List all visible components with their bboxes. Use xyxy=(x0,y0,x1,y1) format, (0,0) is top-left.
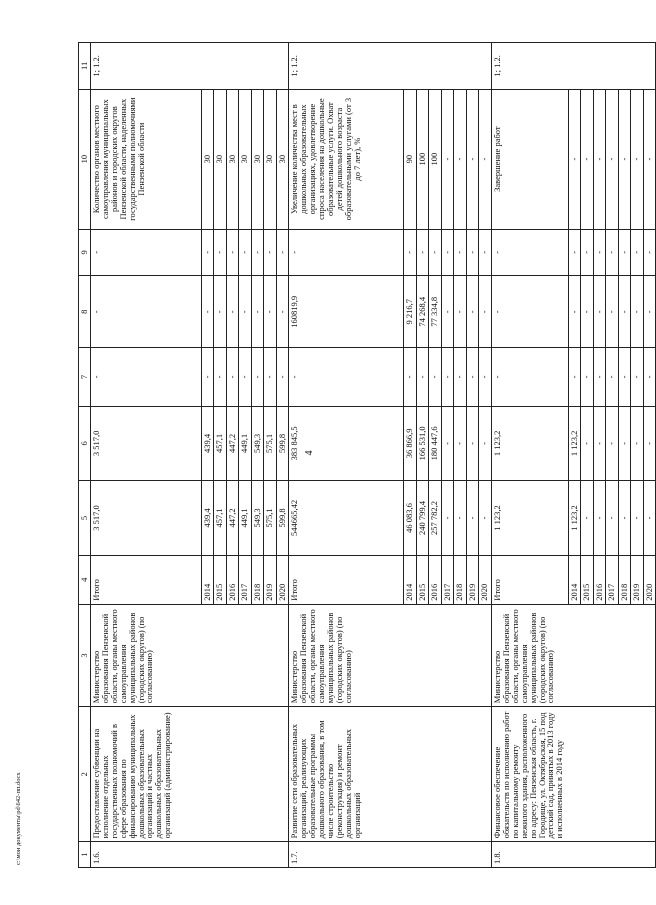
value-cell: - xyxy=(479,89,492,229)
year-cell: 2017 xyxy=(239,555,252,604)
value-cell: - xyxy=(618,276,631,348)
value-cell: - xyxy=(606,89,619,229)
year-cell: 2014 xyxy=(568,555,581,604)
total-value: - xyxy=(491,229,568,276)
total-value: 383 845,5 xyxy=(289,406,404,481)
value-cell: 549,3 xyxy=(251,481,264,556)
total-value: 160819,9 xyxy=(289,276,404,348)
indicator-text: Количество органов местного самоуправления муниципальных районов и городских округов Пензенской области, наделенных государственными полномочиями Пензенской области xyxy=(90,89,201,229)
year-cell: 2019 xyxy=(631,555,644,604)
value-cell: - xyxy=(251,276,264,348)
value-cell: 1 123,2 xyxy=(568,481,581,556)
value-cell: 30 xyxy=(276,89,289,229)
value-cell: 30 xyxy=(214,89,227,229)
year-cell: 2014 xyxy=(201,555,214,604)
value-cell: - xyxy=(631,276,644,348)
year-cell: 2017 xyxy=(606,555,619,604)
value-cell: - xyxy=(226,348,239,406)
header-cell: 10 xyxy=(79,89,91,229)
value-cell: 457,1 xyxy=(214,406,227,481)
header-cell: 3 xyxy=(79,604,91,707)
value-cell: - xyxy=(643,276,656,348)
value-cell: 77 334,8 xyxy=(429,276,442,348)
value-cell: - xyxy=(441,229,454,276)
header-row xyxy=(79,43,91,868)
value-cell: - xyxy=(454,481,467,556)
section-name: Развитие сети образовательных организаций, реализующих образовательные программы дошкольного образования, в том числе строительство (реконструкция) и ремонт дошкольных образовательных организаций xyxy=(289,707,492,842)
value-cell: 447,2 xyxy=(226,481,239,556)
footer-file-path: c:\мои документы\pd\642-пп.docx xyxy=(15,772,22,865)
value-cell: - xyxy=(264,276,277,348)
value-cell: - xyxy=(593,276,606,348)
value-cell: - xyxy=(201,276,214,348)
value-cell: - xyxy=(454,229,467,276)
value-cell: - xyxy=(479,276,492,348)
total-label: Итого xyxy=(289,555,404,604)
value-cell: - xyxy=(568,348,581,406)
value-cell: - xyxy=(606,276,619,348)
value-cell: - xyxy=(429,229,442,276)
value-cell: - xyxy=(429,348,442,406)
value-cell: - xyxy=(264,348,277,406)
value-cell: - xyxy=(479,348,492,406)
total-label: Итого xyxy=(491,555,568,604)
rotated-table-area xyxy=(78,42,654,868)
header-cell: 6 xyxy=(79,406,91,481)
total-value: 544665,42 xyxy=(289,481,404,556)
section-reference: 1; 1.2. xyxy=(491,43,656,90)
value-cell: 549,3 xyxy=(251,406,264,481)
value-cell: - xyxy=(581,406,594,481)
value-cell: 457,1 xyxy=(214,481,227,556)
section-number: 1.6. xyxy=(90,842,289,868)
header-cell: 1 xyxy=(79,842,91,868)
header-cell: 4 xyxy=(79,555,91,604)
year-cell: 2016 xyxy=(226,555,239,604)
value-cell: 449,1 xyxy=(239,481,252,556)
value-cell: - xyxy=(239,229,252,276)
value-cell: - xyxy=(618,229,631,276)
year-cell: 2020 xyxy=(643,555,656,604)
value-cell: - xyxy=(631,89,644,229)
total-value: - xyxy=(491,276,568,348)
total-value: - xyxy=(90,229,201,276)
value-cell: 100 xyxy=(416,89,429,229)
total-value: - xyxy=(289,348,404,406)
value-cell: - xyxy=(276,276,289,348)
header-cell: 2 xyxy=(79,707,91,842)
section-total-row xyxy=(289,43,404,868)
value-cell: - xyxy=(441,348,454,406)
value-cell: - xyxy=(251,229,264,276)
value-cell: 447,2 xyxy=(226,406,239,481)
value-cell: - xyxy=(479,406,492,481)
year-cell: 2017 xyxy=(441,555,454,604)
indicator-text: Увеличение количества мест в дошкольных образовательных организациях, удовлетворение спроса населения на дошкольные образовательные услуги. Охват детей дошкольного возраста образовательными услугами (от 3 до 7 лет), % xyxy=(289,89,404,229)
total-value: - xyxy=(491,348,568,406)
value-cell: - xyxy=(643,348,656,406)
section-total-row xyxy=(90,43,201,868)
value-cell: - xyxy=(618,406,631,481)
value-cell: - xyxy=(643,406,656,481)
value-cell: - xyxy=(441,406,454,481)
value-cell: - xyxy=(606,406,619,481)
value-cell: - xyxy=(214,229,227,276)
value-cell: - xyxy=(239,276,252,348)
value-cell: - xyxy=(276,229,289,276)
value-cell: - xyxy=(454,276,467,348)
value-cell: 599,8 xyxy=(276,406,289,481)
value-cell: - xyxy=(581,348,594,406)
value-cell: 575,1 xyxy=(264,481,277,556)
year-cell: 2018 xyxy=(618,555,631,604)
indicator-text: Завершение работ xyxy=(491,89,568,229)
value-cell: - xyxy=(643,481,656,556)
value-cell: - xyxy=(479,229,492,276)
value-cell: - xyxy=(276,348,289,406)
value-cell: - xyxy=(454,89,467,229)
value-cell: - xyxy=(479,481,492,556)
value-cell: - xyxy=(643,89,656,229)
section-reference: 1; 1.2. xyxy=(90,43,289,90)
value-cell: 74 268,4 xyxy=(416,276,429,348)
value-cell: - xyxy=(466,276,479,348)
value-cell: - xyxy=(631,481,644,556)
year-cell: 2019 xyxy=(264,555,277,604)
value-cell: - xyxy=(404,348,417,406)
value-cell: - xyxy=(466,406,479,481)
page-number: 4 xyxy=(304,450,315,456)
value-cell: 599,8 xyxy=(276,481,289,556)
section-name: Предоставление субвенции на исполнение отдельных государственных полномочий в сфере образования по финансированию муниципальных дошкольных образовательных организаций и частных дошкольных образовательных организаций (администрирование) xyxy=(90,707,289,842)
value-cell: - xyxy=(618,481,631,556)
value-cell: - xyxy=(214,348,227,406)
value-cell: - xyxy=(568,89,581,229)
program-table xyxy=(78,42,656,868)
total-label: Итого xyxy=(90,555,201,604)
value-cell: 30 xyxy=(201,89,214,229)
total-value: - xyxy=(90,348,201,406)
value-cell: - xyxy=(593,481,606,556)
value-cell: - xyxy=(581,481,594,556)
value-cell: - xyxy=(416,348,429,406)
value-cell: - xyxy=(416,229,429,276)
year-cell: 2014 xyxy=(404,555,417,604)
value-cell: - xyxy=(466,89,479,229)
value-cell: - xyxy=(441,276,454,348)
value-cell: - xyxy=(593,229,606,276)
header-cell: 7 xyxy=(79,348,91,406)
value-cell: - xyxy=(201,348,214,406)
value-cell: 439,4 xyxy=(201,481,214,556)
value-cell: 30 xyxy=(264,89,277,229)
value-cell: - xyxy=(454,406,467,481)
section-executor: Министерство образования Пензенской области, органы местного самоуправления муниципальных районов (городских округов) (по согласованию) xyxy=(289,604,492,707)
value-cell: 36 866,9 xyxy=(404,406,417,481)
value-cell: - xyxy=(441,89,454,229)
year-cell: 2016 xyxy=(593,555,606,604)
value-cell: 1 123,2 xyxy=(568,406,581,481)
value-cell: 9 216,7 xyxy=(404,276,417,348)
value-cell: 439,4 xyxy=(201,406,214,481)
value-cell: - xyxy=(404,229,417,276)
value-cell: - xyxy=(593,89,606,229)
value-cell: - xyxy=(631,229,644,276)
value-cell: - xyxy=(581,89,594,229)
year-cell: 2018 xyxy=(251,555,264,604)
value-cell: - xyxy=(239,348,252,406)
year-cell: 2015 xyxy=(581,555,594,604)
year-cell: 2020 xyxy=(276,555,289,604)
section-number: 1.8. xyxy=(491,842,656,868)
value-cell: - xyxy=(643,229,656,276)
section-total-row xyxy=(491,43,568,868)
value-cell: 30 xyxy=(239,89,252,229)
value-cell: - xyxy=(201,229,214,276)
year-cell: 2016 xyxy=(429,555,442,604)
total-value: 3 517,0 xyxy=(90,481,201,556)
value-cell: - xyxy=(606,481,619,556)
total-value: 1 123,2 xyxy=(491,406,568,481)
value-cell: - xyxy=(251,348,264,406)
value-cell: 100 xyxy=(429,89,442,229)
header-cell: 8 xyxy=(79,276,91,348)
value-cell: - xyxy=(606,348,619,406)
value-cell: - xyxy=(593,348,606,406)
section-name: Финансовое обеспечение обязательств по исполнению работ по капитальному ремонту нежилого здания, расположенного по адресу: Пензенская область, г. Городище, ул. Октябрьская, 15 под детский сад, принятых в 2013 году и исполненных в 2014 году xyxy=(491,707,656,842)
value-cell: - xyxy=(631,406,644,481)
header-cell: 11 xyxy=(79,43,91,90)
year-cell: 2018 xyxy=(454,555,467,604)
value-cell: 46 083,6 xyxy=(404,481,417,556)
value-cell: - xyxy=(618,89,631,229)
year-cell: 2015 xyxy=(214,555,227,604)
value-cell: 257 782,2 xyxy=(429,481,442,556)
value-cell: - xyxy=(593,406,606,481)
value-cell: - xyxy=(264,229,277,276)
year-cell: 2015 xyxy=(416,555,429,604)
value-cell: 30 xyxy=(251,89,264,229)
total-value: - xyxy=(289,229,404,276)
value-cell: 575,1 xyxy=(264,406,277,481)
value-cell: - xyxy=(454,348,467,406)
value-cell: - xyxy=(226,276,239,348)
value-cell: 90 xyxy=(404,89,417,229)
year-cell: 2019 xyxy=(466,555,479,604)
value-cell: - xyxy=(581,276,594,348)
value-cell: - xyxy=(441,481,454,556)
value-cell: - xyxy=(226,229,239,276)
year-cell: 2020 xyxy=(479,555,492,604)
total-value: - xyxy=(90,276,201,348)
section-reference: 1; 1.2. xyxy=(289,43,492,90)
value-cell: - xyxy=(466,481,479,556)
value-cell: - xyxy=(581,229,594,276)
section-executor: Министерство образования Пензенской области, органы местного самоуправления муниципальных районов (городских округов) (по согласованию) xyxy=(491,604,656,707)
section-number: 1.7. xyxy=(289,842,492,868)
value-cell: - xyxy=(466,229,479,276)
section-executor: Министерство образования Пензенской области, органы местного самоуправления муниципальных районов (городских округов) (по согласованию) xyxy=(90,604,289,707)
header-cell: 5 xyxy=(79,481,91,556)
total-value: 3 517,0 xyxy=(90,406,201,481)
value-cell: 180 447,6 xyxy=(429,406,442,481)
value-cell: - xyxy=(606,229,619,276)
value-cell: 449,1 xyxy=(239,406,252,481)
value-cell: - xyxy=(568,229,581,276)
value-cell: - xyxy=(466,348,479,406)
value-cell: 166 531,0 xyxy=(416,406,429,481)
value-cell: 30 xyxy=(226,89,239,229)
value-cell: - xyxy=(631,348,644,406)
value-cell: - xyxy=(214,276,227,348)
value-cell: - xyxy=(618,348,631,406)
header-cell: 9 xyxy=(79,229,91,276)
total-value: 1 123,2 xyxy=(491,481,568,556)
value-cell: - xyxy=(568,276,581,348)
value-cell: 240 799,4 xyxy=(416,481,429,556)
